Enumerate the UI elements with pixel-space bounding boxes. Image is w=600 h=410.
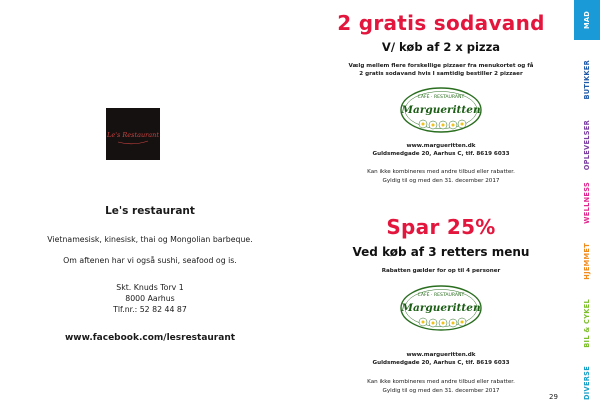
offer2-subheadline: Ved køb af 3 retters menu [352, 245, 530, 259]
tab-wellness[interactable] [574, 172, 600, 234]
tab-mad[interactable] [574, 0, 600, 40]
offer1-address: Guldsmedgade 20, Aarhus C, tlf. 8619 6033 [372, 151, 510, 157]
tab-diverse[interactable] [574, 358, 600, 408]
category-tabs [574, 0, 600, 410]
offer2-website[interactable]: www.margueritten.dk [406, 352, 476, 358]
offer2-headline: Spar 25% [386, 215, 496, 239]
address-city: 8000 Aarhus [125, 294, 175, 303]
offer1-headline: 2 gratis sodavand [337, 11, 545, 35]
emblem2-name: Margueritten [401, 302, 481, 314]
address-street: Skt. Knuds Torv 1 [116, 283, 184, 292]
offer1-subheadline: V/ køb af 2 x pizza [381, 40, 501, 54]
offers-panel [310, 0, 572, 410]
tab-diverse-label: DIVERSE [583, 366, 591, 400]
offer2-address: Guldsmedgade 20, Aarhus C, tlf. 8619 6033 [372, 360, 510, 366]
offer1-detail-1: Vælg mellem flere forskellige pizzaer fra menukortet og få [348, 63, 534, 69]
offer2-terms-1: Kan ikke kombineres med andre tilbud eller rabatter. [367, 379, 515, 385]
logo-text: Le's Restaurant [107, 131, 159, 139]
emblem1-top-text: CAFÉ · RESTAURANT [417, 95, 465, 100]
tab-hjemmet[interactable] [574, 232, 600, 290]
offer1-terms-1: Kan ikke kombineres med andre tilbud eller rabatter. [367, 169, 515, 175]
tab-bil-cykel[interactable] [574, 292, 600, 354]
tab-oplevelser[interactable] [574, 110, 600, 180]
offer2-terms-2: Gyldig til og med den 31. december 2017 [382, 388, 500, 394]
page-number: 29 [549, 393, 558, 401]
offer1-terms-2: Gyldig til og med den 31. december 2017 [382, 178, 500, 184]
tab-wellness-label: WELLNESS [583, 182, 591, 224]
restaurant-address [0, 282, 300, 315]
tab-butikker[interactable] [574, 50, 600, 110]
restaurant-logo [106, 108, 160, 160]
margueritten-emblem-2 [398, 284, 484, 336]
facebook-link[interactable]: www.facebook.com/lesrestaurant [64, 333, 236, 343]
tab-oplevelser-label: OPLEVELSER [583, 119, 591, 171]
address-phone: Tlf.nr.: 52 82 44 87 [113, 305, 187, 314]
emblem1-name: Margueritten [401, 104, 481, 116]
tab-bil-cykel-label: BIL & CYKEL [583, 298, 591, 348]
restaurant-evening-note: Om aftenen har vi også sushi, seafood og is. [63, 256, 237, 265]
tab-hjemmet-label: HJEMMET [583, 242, 591, 280]
offer2-detail-1: Rabatten gælder for op til 4 personer [381, 268, 501, 274]
offer1-detail-2: 2 gratis sodavand hvis I samtidig bestiller 2 pizzaer [359, 71, 523, 77]
tab-mad-label: MAD [583, 10, 591, 30]
margueritten-emblem-1 [398, 86, 484, 138]
emblem2-top-text: CAFÉ · RESTAURANT [417, 293, 465, 298]
restaurant-name: Le's restaurant [105, 205, 195, 217]
tab-butikker-label: BUTIKKER [583, 60, 591, 100]
offer1-website[interactable]: www.margueritten.dk [406, 143, 476, 149]
restaurant-description: Vietnamesisk, kinesisk, thai og Mongolian barbeque. [47, 235, 253, 244]
